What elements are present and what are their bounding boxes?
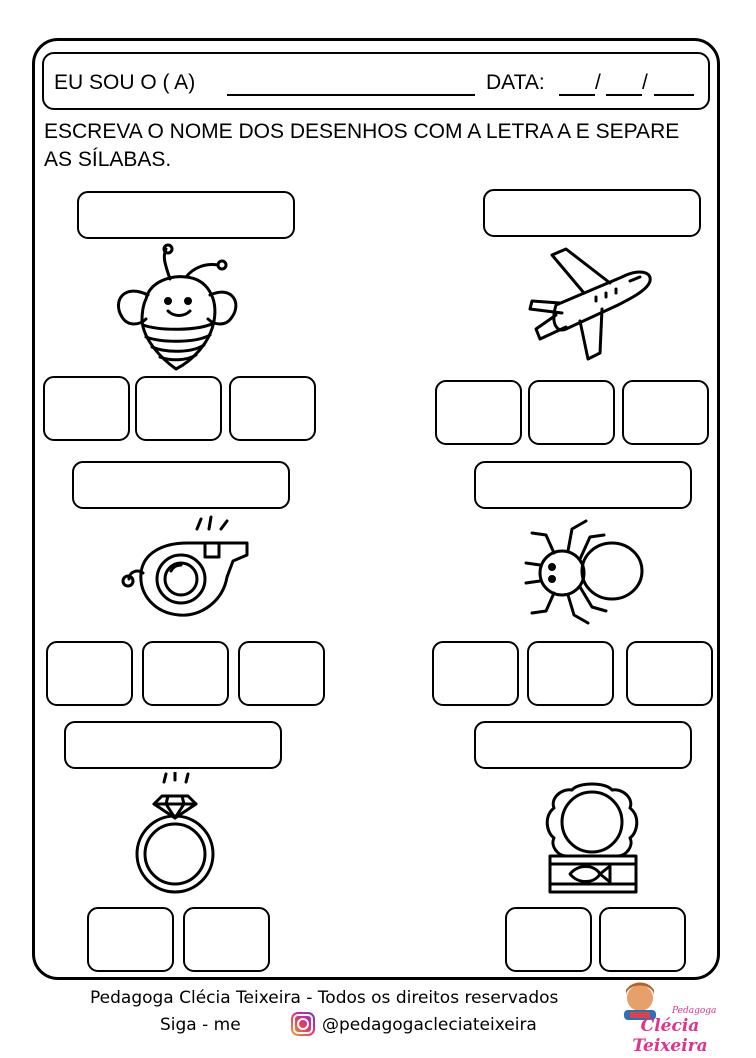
spider-icon — [520, 515, 650, 630]
logo-small-text: Pedagoga — [672, 1006, 717, 1016]
syllable-box[interactable] — [229, 376, 316, 441]
syllable-box[interactable] — [505, 907, 592, 972]
syllable-box[interactable] — [87, 907, 174, 972]
syllable-box[interactable] — [599, 907, 686, 972]
syllable-box[interactable] — [626, 641, 713, 706]
syllable-box[interactable] — [43, 376, 130, 441]
follow-label: Siga - me — [160, 1015, 241, 1035]
syllable-box[interactable] — [527, 641, 614, 706]
word-box[interactable] — [64, 721, 282, 769]
whistle-icon — [115, 515, 255, 625]
airplane-icon — [522, 243, 660, 371]
word-box[interactable] — [474, 461, 692, 509]
date-label: DATA: — [486, 71, 545, 94]
syllable-box[interactable] — [435, 380, 522, 445]
name-date-bar — [42, 52, 710, 110]
name-label: EU SOU O ( A) — [54, 71, 196, 94]
logo-name: Clécia Teixeira — [632, 1016, 708, 1056]
aquarium-icon — [542, 780, 644, 896]
instagram-icon[interactable] — [291, 1012, 315, 1036]
syllable-box[interactable] — [238, 641, 325, 706]
date-separator: / — [642, 71, 648, 94]
word-box[interactable] — [474, 721, 692, 769]
syllable-box[interactable] — [432, 641, 519, 706]
ring-icon — [128, 772, 224, 894]
syllable-box[interactable] — [142, 641, 229, 706]
syllable-box[interactable] — [183, 907, 270, 972]
syllable-box[interactable] — [528, 380, 615, 445]
copyright-text: Pedagoga Clécia Teixeira - Todos os direitos reservados — [90, 988, 559, 1008]
date-year-line[interactable] — [654, 94, 694, 96]
author-logo — [610, 978, 730, 1056]
instagram-handle[interactable]: @pedagogacleciateixeira — [322, 1015, 537, 1035]
syllable-box[interactable] — [622, 380, 709, 445]
date-separator: / — [595, 71, 601, 94]
word-box[interactable] — [483, 189, 701, 237]
name-line[interactable] — [227, 94, 475, 96]
syllable-box[interactable] — [46, 641, 133, 706]
date-month-line[interactable] — [606, 94, 642, 96]
word-box[interactable] — [72, 461, 290, 509]
bee-icon — [110, 243, 245, 373]
syllable-box[interactable] — [135, 376, 222, 441]
instruction-text: ESCREVA O NOME DOS DESENHOS COM A LETRA A E SEPARE AS SÍLABAS. — [44, 120, 680, 171]
word-box[interactable] — [77, 191, 295, 239]
date-day-line[interactable] — [559, 94, 595, 96]
